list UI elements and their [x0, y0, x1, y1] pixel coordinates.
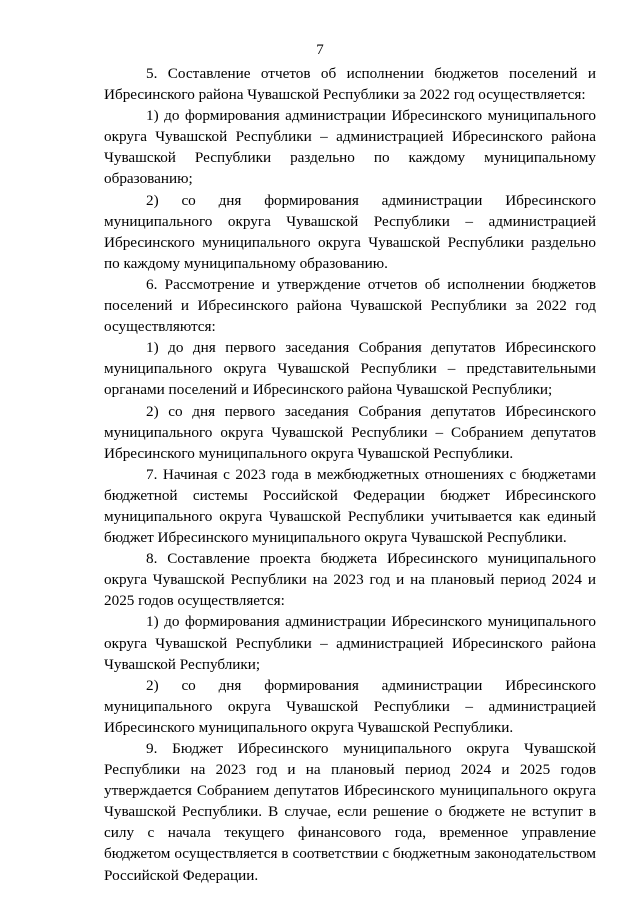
paragraph-8-item-2: 2) со дня формирования администрации Ибресинского муниципального округа Чувашской Республики – администрацией Ибресинского муниципального округа Чувашской Республики.	[104, 676, 596, 736]
page-number: 7	[316, 42, 324, 58]
paragraph-9: 9. Бюджет Ибресинского муниципального округа Чувашской Республики на 2023 год и на плановый период 2024 и 2025 годов утверждается Собранием депутатов Ибресинского муниципального округа Чувашской Республики. В случае, если решение о бюджете не вступит в силу с начала текущего финансового года, временное управление бюджетом осуществляется в соответствии с бюджетным законодательством Российской Федерации.	[104, 740, 596, 884]
paragraph-6: 6. Рассмотрение и утверждение отчетов об исполнении бюджетов поселений и Ибресинского района Чувашской Республики за 2022 год осуществляются:	[104, 275, 596, 336]
paragraph-8: 8. Составление проекта бюджета Ибресинского муниципального округа Чувашской Республики на 2023 год и на плановый период 2024 и 2025 годов осуществляется:	[104, 550, 596, 610]
paragraph-5-item-1: 1) до формирования администрации Ибресинского муниципального округа Чувашской Республики – администрацией Ибресинского района Чувашской Республики раздельно по каждому муниципальному образованию;	[104, 107, 596, 188]
paragraph-5-item-2: 2) со дня формирования администрации Ибресинского муниципального округа Чувашской Республики – администрацией Ибресинского муниципального округа Чувашской Республики раздельно по каждому муниципальному образованию.	[104, 191, 596, 272]
document-body	[104, 63, 596, 886]
paragraph-8-item-1: 1) до формирования администрации Ибресинского муниципального округа Чувашской Республики – администрацией Ибресинского района Чувашской Республики;	[104, 613, 596, 673]
paragraph-7: 7. Начиная с 2023 года в межбюджетных отношениях с бюджетами бюджетной системы Российской Федерации бюджет Ибресинского муниципального округа Чувашской Республики учитывается как единый бюджет Ибресинского муниципального округа Чувашской Республики.	[104, 465, 596, 547]
paragraph-6-item-1: 1) до дня первого заседания Собрания депутатов Ибресинского муниципального округа Чувашской Республики – представительными органами поселений и Ибресинского района Чувашской Республики;	[104, 339, 596, 399]
paragraph-6-item-2: 2) со дня первого заседания Собрания депутатов Ибресинского муниципального округа Чувашской Республики – Собранием депутатов Ибресинского муниципального округа Чувашской Республики.	[104, 402, 596, 462]
paragraph-5: 5. Составление отчетов об исполнении бюджетов поселений и Ибресинского района Чувашской Республики за 2022 год осуществляется:	[104, 65, 596, 104]
